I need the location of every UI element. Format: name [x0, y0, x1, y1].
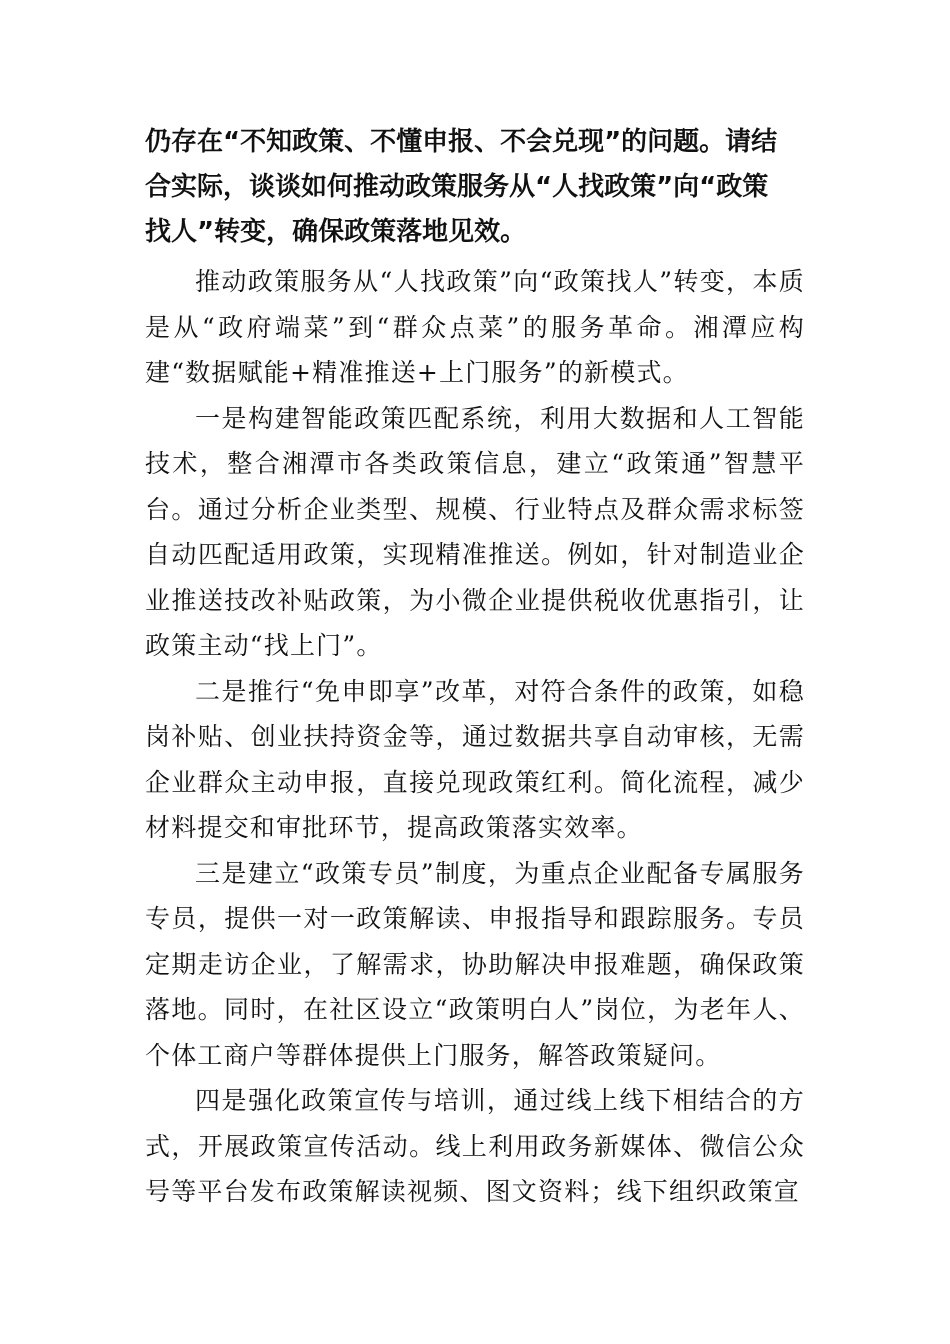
paragraph-line: 应构建“数据赋能+精准推送+上门服务”的新模式。: [145, 312, 805, 387]
paragraph-line: 策落地。同时，在社区设立“政策明白人”岗位，为老年: [145, 949, 805, 1024]
paragraph-point-three: [145, 851, 805, 1079]
paragraph-line: 务专员，提供一对一政策解读、申报指导和跟踪服务。专: [145, 858, 805, 933]
paragraph-line: 政策主动“找上门”。: [145, 631, 383, 660]
paragraph-line: 三是建立“政策专员”制度，为重点企业配备专属服: [195, 858, 779, 888]
question-line: 仍存在“不知政策、不懂申报、不会兑现”的问题。请结: [145, 127, 778, 157]
paragraph-line: 推动政策服务从“人找政策”向“政策找人”转变，: [195, 267, 753, 296]
paragraph-point-two: [145, 669, 805, 851]
question-line: 合实际，谈谈如何推动政策服务从“人找政策”向“政策: [145, 172, 769, 202]
paragraph-line: 号等平台发布政策解读视频、图文资料；线下组织政策宣: [145, 1177, 801, 1206]
question-line: 找人”转变，确保政策落地见效。: [145, 217, 527, 247]
paragraph-line: 稳岗补贴、创业扶持资金等，通过数据共享自动审核，无: [145, 676, 805, 751]
paragraph-line: 四是强化政策宣传与培训，通过线上线下相结合的方: [195, 1086, 805, 1115]
paragraph-line: 台。通过分析企业类型、规模、行业特点及群众需求标签: [145, 494, 805, 524]
paragraph-line: 二是推行“免申即享”改革，对符合条件的政策，如: [195, 676, 779, 706]
document-body: [145, 120, 805, 1215]
question-text: [145, 120, 805, 255]
paragraph-point-four: [145, 1078, 805, 1215]
paragraph-intro: [145, 259, 805, 396]
paragraph-line: 少材料提交和审批环节，提高政策落实效率。: [145, 767, 805, 842]
paragraph-line: 人、个体工商户等群体提供上门服务，解答政策疑问。: [145, 995, 805, 1070]
paragraph-line: 自动匹配适用政策，实现精准推送。例如，针对制造业企: [145, 540, 805, 569]
paragraph-point-one: [145, 396, 805, 669]
paragraph-line: 技术，整合湘潭市各类政策信息，建立“政策通”智慧平: [145, 449, 805, 478]
paragraph-line: 需企业群众主动申报，直接兑现政策红利。简化流程，减: [145, 722, 805, 797]
paragraph-line: 式，开展政策宣传活动。线上利用政务新媒体、微信公众: [145, 1131, 805, 1161]
paragraph-line: 一是构建智能政策匹配系统，利用大数据和人工智能: [195, 403, 805, 433]
paragraph-line: 本质是从“政府端菜”到“群众点菜”的服务革命。湘潭: [145, 267, 805, 342]
paragraph-line: 业推送技改补贴政策，为小微企业提供税收优惠指引，让: [145, 585, 805, 615]
paragraph-line: 员定期走访企业，了解需求，协助解决申报难题，确保政: [145, 904, 805, 979]
